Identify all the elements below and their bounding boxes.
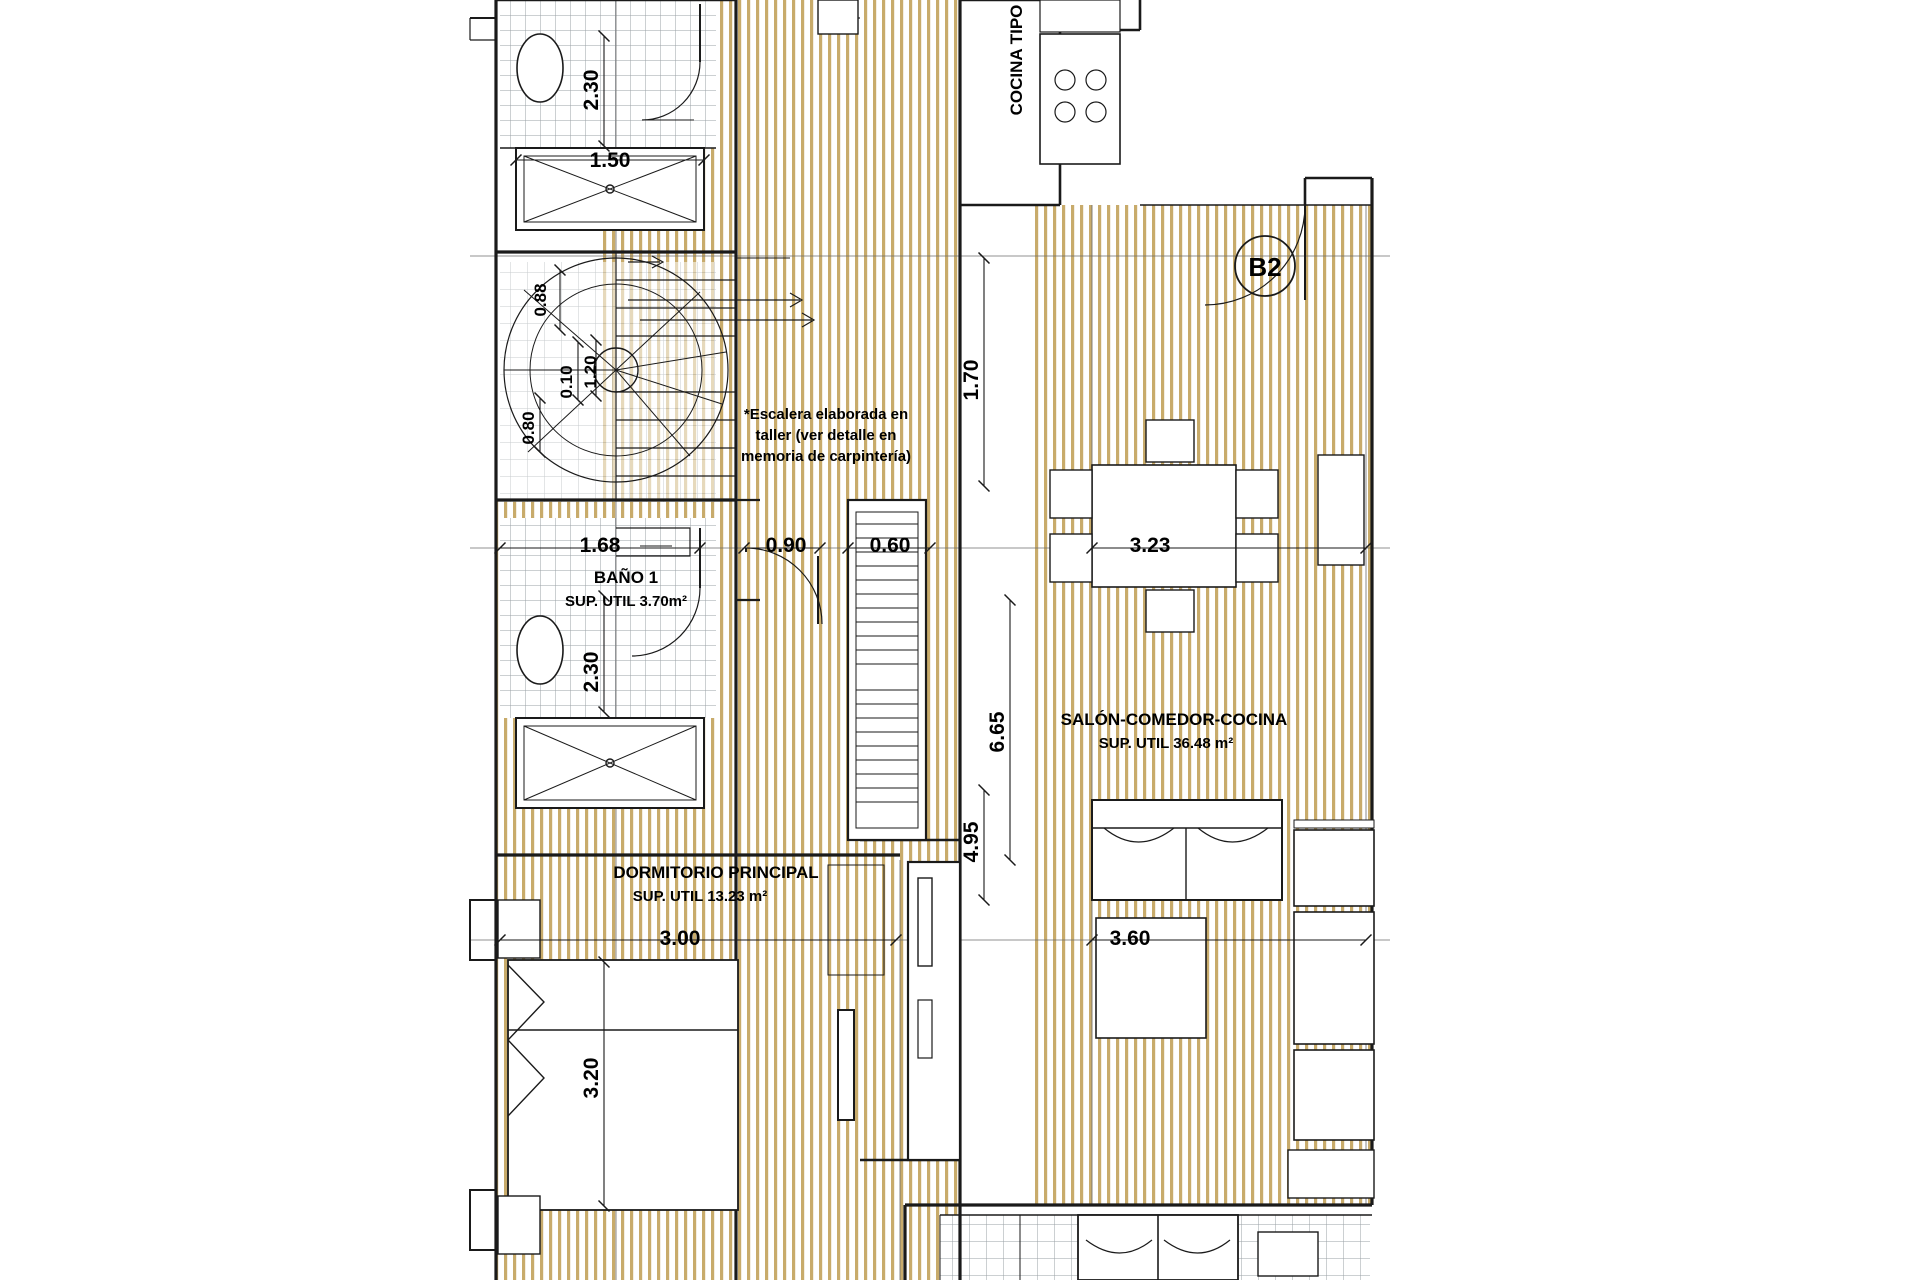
stair-note-line-3: memoria de carpintería) xyxy=(740,448,912,465)
dim-bath1-height: 2.30 xyxy=(580,651,603,693)
unit-tag-b2: B2 xyxy=(1248,252,1282,282)
dim-bedroom-width: 3.00 xyxy=(659,927,701,950)
room-name-bath1: BAÑO 1 xyxy=(593,568,659,587)
room-area-bedroom: SUP. UTIL 13.23 m² xyxy=(632,888,768,905)
stair-note xyxy=(741,406,911,465)
dim-stair-d: 1.20 xyxy=(581,355,600,389)
room-area-living: SUP. UTIL 36.48 m² xyxy=(1098,735,1234,752)
dim-right-170: 1.70 xyxy=(960,359,983,401)
dim-right-665: 6.65 xyxy=(986,711,1009,753)
room-name-bedroom: DORMITORIO PRINCIPAL xyxy=(613,863,819,882)
dim-door-090: 0.90 xyxy=(765,534,807,557)
dim-bath1-width: 1.68 xyxy=(579,534,621,557)
dim-bath-top-width: 1.50 xyxy=(589,149,631,172)
dim-door-060: 0.60 xyxy=(869,534,911,557)
dim-stair-b: 0.10 xyxy=(557,365,576,399)
dim-bath-top-height: 2.30 xyxy=(580,69,603,111)
label-kitchen-type: COCINA TIPO xyxy=(1007,4,1026,116)
stair-note-line-2: taller (ver detalle en xyxy=(755,427,897,444)
dim-living-table: 3.23 xyxy=(1129,534,1171,557)
room-name-living: SALÓN-COMEDOR-COCINA xyxy=(1060,710,1288,729)
dim-stair-c: 0.80 xyxy=(519,411,538,445)
dim-right-495: 4.95 xyxy=(960,821,983,863)
dim-bedroom-height: 3.20 xyxy=(580,1057,603,1099)
dim-stair-a: 0.88 xyxy=(531,283,550,317)
room-area-bath1: SUP. UTIL 3.70m² xyxy=(565,593,687,610)
dim-living-sofa: 3.60 xyxy=(1109,927,1151,950)
stair-note-line-1: *Escalera elaborada en xyxy=(743,406,909,423)
